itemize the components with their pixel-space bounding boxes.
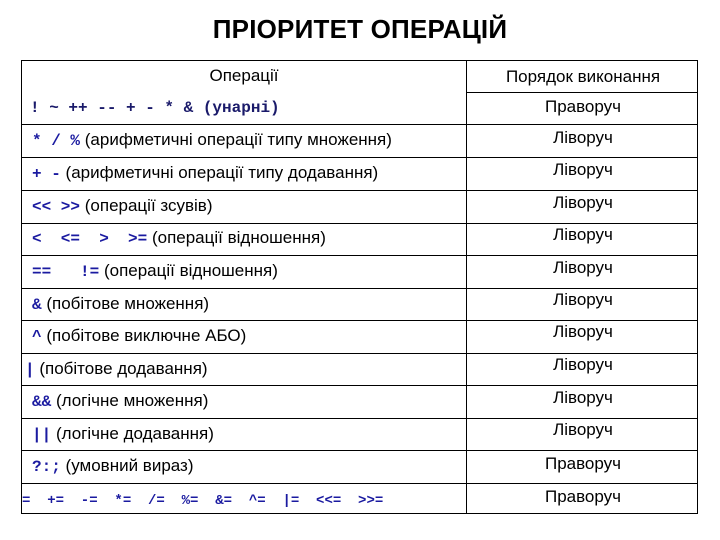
row-divider — [22, 255, 697, 256]
row-divider — [22, 124, 697, 125]
operator-description: (арифметичні операції типу множення) — [84, 130, 392, 149]
operator-symbols: * / % — [32, 132, 81, 150]
operator-symbols: | — [25, 361, 35, 379]
operator-description: (побітове додавання) — [39, 359, 208, 378]
operator-symbols: = += -= *= /= %= &= ^= |= <<= >>= — [22, 493, 384, 509]
table-row-11-ops — [32, 456, 462, 477]
table-row-12-ops — [22, 489, 452, 511]
row-divider — [22, 353, 697, 354]
operator-description: (логічне додавання) — [55, 424, 214, 443]
row-divider — [22, 190, 697, 191]
row-divider — [22, 288, 697, 289]
table-row-2-ops — [32, 163, 462, 184]
table-row-6-order: Ліворуч — [553, 290, 613, 309]
row-divider — [22, 450, 697, 451]
operator-symbols: || — [32, 426, 52, 444]
row-divider — [466, 92, 697, 93]
operator-description: (побітове виключне АБО) — [46, 326, 247, 345]
table-row-9-ops — [32, 391, 462, 412]
operator-symbols: < <= > >= — [32, 230, 148, 248]
table-row-3-ops — [32, 196, 462, 217]
table-row-4-order: Ліворуч — [553, 225, 613, 244]
row-divider — [22, 483, 697, 484]
operator-symbols: << >> — [32, 198, 81, 216]
table-row-2-order: Ліворуч — [553, 160, 613, 179]
row-divider — [22, 385, 697, 386]
header-operations: Операції — [209, 66, 279, 85]
table-row-9-order: Ліворуч — [553, 388, 613, 407]
operator-description: (операції відношення) — [103, 261, 278, 280]
table-row-8-ops — [25, 359, 455, 380]
operator-description: (операції відношення) — [151, 228, 326, 247]
table-row-0-ops — [30, 97, 460, 118]
table-row-4-ops — [32, 228, 462, 249]
operator-symbols: && — [32, 393, 52, 411]
operator-symbols: ^ — [32, 328, 42, 346]
table-row-0-order: Праворуч — [544, 97, 622, 116]
table-row-1-ops — [32, 130, 462, 151]
operator-symbols: ?:; — [32, 458, 61, 476]
operator-symbols: == != — [32, 263, 100, 281]
operator-description: (побітове множення) — [46, 294, 210, 313]
header-order: Порядок виконання — [505, 67, 661, 86]
table-row-1-order: Ліворуч — [553, 128, 613, 147]
precedence-table — [21, 60, 698, 514]
operator-description: (логічне множення) — [55, 391, 209, 410]
table-row-8-order: Ліворуч — [553, 355, 613, 374]
table-row-3-order: Ліворуч — [553, 193, 613, 212]
table-row-5-ops — [32, 261, 462, 282]
table-row-7-ops — [32, 326, 462, 347]
row-divider — [22, 418, 697, 419]
table-row-5-order: Ліворуч — [553, 258, 613, 277]
table-row-11-order: Праворуч — [544, 454, 622, 473]
operator-symbols: ! ~ ++ -- + - * & (унарні) — [30, 99, 280, 117]
row-divider — [22, 223, 697, 224]
operator-symbols: & — [32, 296, 42, 314]
table-row-10-order: Ліворуч — [553, 420, 613, 439]
table-row-10-ops — [32, 424, 462, 445]
table-row-7-order: Ліворуч — [553, 322, 613, 341]
operator-description: (операції зсувів) — [84, 196, 213, 215]
operator-description: (умовний вираз) — [65, 456, 194, 475]
table-row-12-order: Праворуч — [544, 487, 622, 506]
page-title: ПРІОРИТЕТ ОПЕРАЦІЙ — [212, 14, 508, 44]
row-divider — [22, 157, 697, 158]
operator-description: (арифметичні операції типу додавання) — [65, 163, 379, 182]
table-row-6-ops — [32, 294, 462, 315]
row-divider — [22, 320, 697, 321]
operator-symbols: + - — [32, 165, 61, 183]
